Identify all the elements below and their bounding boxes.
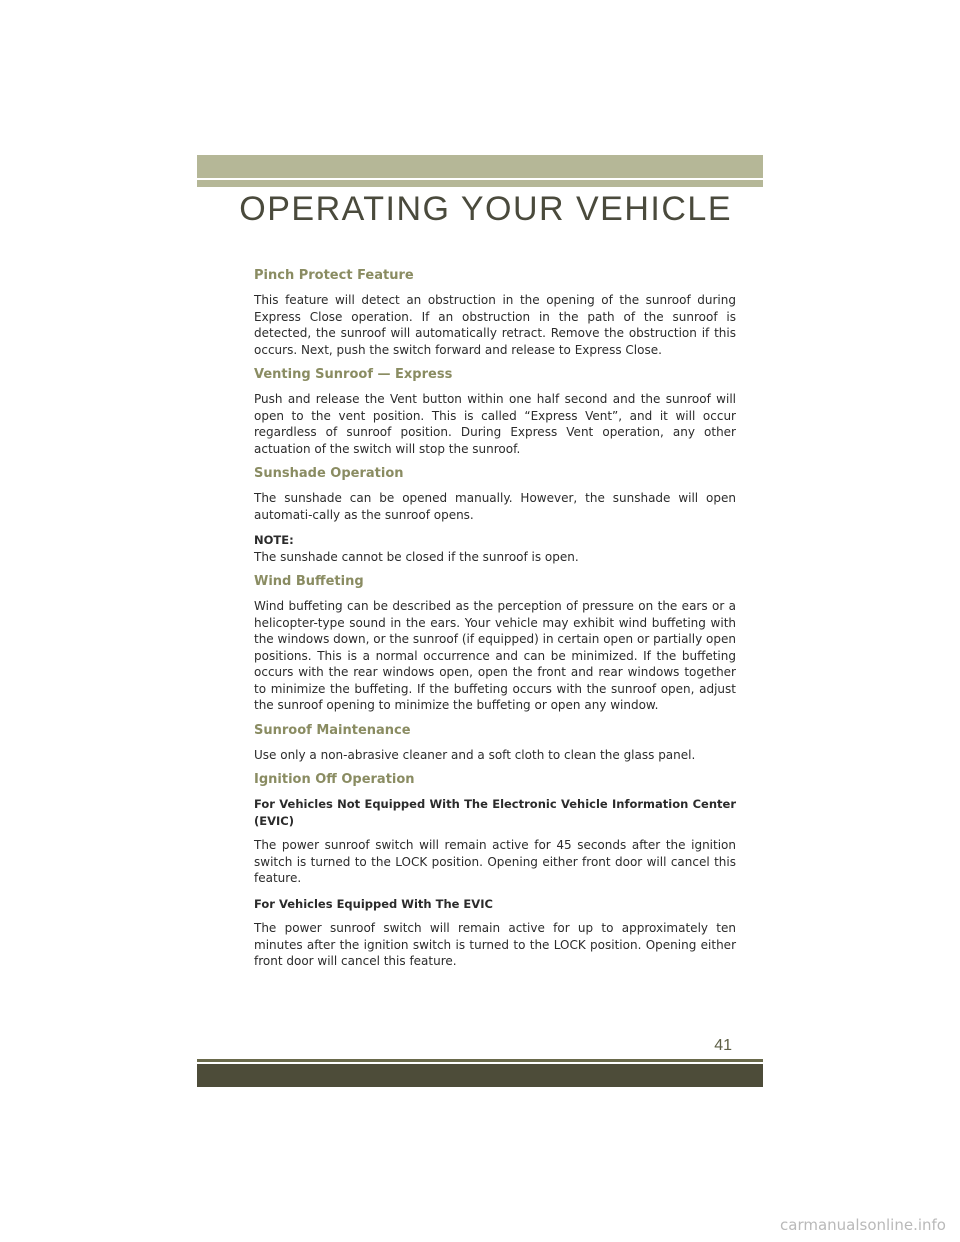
watermark: carmanualsonline.info [780, 1216, 946, 1234]
page-title: OPERATING YOUR VEHICLE [239, 190, 732, 228]
note-text: The sunshade cannot be closed if the sunroof is open. [254, 549, 579, 564]
note-label: NOTE: [254, 533, 294, 547]
section-heading-ignition-off: Ignition Off Operation [254, 772, 415, 787]
footer-band [197, 1064, 763, 1087]
subheading-equipped-evic: For Vehicles Equipped With The EVIC [254, 896, 493, 911]
section-body-pinch-protect: This feature will detect an obstruction in the opening of the sunroof during Express Close operation. If an obstruction in the path of the sunroof is detected, the sunroof will automatically retract. Remove the obstruction if this occurs. Next, push the switch forward and release to Express Close. [254, 293, 736, 357]
section-heading-pinch-protect: Pinch Protect Feature [254, 268, 414, 283]
page-number: 41 [714, 1037, 732, 1054]
section-body-sunshade: The sunshade can be opened manually. However, the sunshade will open automati-cally as the sunroof opens. [254, 491, 736, 522]
section-body-wind-buffeting: Wind buffeting can be described as the perception of pressure on the ears or a helicopter-type sound in the ears. Your vehicle may exhibit wind buffeting with the windows down, or the sunroof (if equipped) in certain open or partially open positions. This is a normal occurrence and can be minimized. If the buffeting occurs with the rear windows open, open the front and rear windows together to minimize the buffeting. If the buffeting occurs with the sunroof open, adjust the sunroof opening to minimize the buffeting or open any window. [254, 599, 736, 712]
header-band [197, 155, 763, 178]
section-body-equipped-evic: The power sunroof switch will remain active for up to approximately ten minutes after the ignition switch is turned to the LOCK position. Opening either front door will cancel this feature. [254, 921, 736, 968]
section-heading-wind-buffeting: Wind Buffeting [254, 574, 364, 589]
section-heading-venting-sunroof: Venting Sunroof — Express [254, 367, 453, 382]
note-block [254, 532, 736, 565]
section-heading-sunroof-maintenance: Sunroof Maintenance [254, 722, 411, 738]
subheading-not-equipped-evic: For Vehicles Not Equipped With The Electronic Vehicle Information Center (EVIC) [254, 797, 736, 828]
page-content [254, 268, 736, 979]
section-body-sunroof-maintenance: Use only a non-abrasive cleaner and a soft cloth to clean the glass panel. [254, 747, 696, 762]
section-body-not-equipped-evic: The power sunroof switch will remain active for 45 seconds after the ignition switch is turned to the LOCK position. Opening either front door will cancel this feature. [254, 838, 736, 885]
footer-rule [197, 1059, 763, 1062]
section-heading-sunshade: Sunshade Operation [254, 466, 404, 481]
header-rule [197, 180, 763, 187]
section-body-venting-sunroof: Push and release the Vent button within one half second and the sunroof will open to the vent position. This is called “Express Vent”, and it will occur regardless of sunroof position. During Express Vent operation, any other actuation of the switch will stop the sunroof. [254, 392, 736, 456]
